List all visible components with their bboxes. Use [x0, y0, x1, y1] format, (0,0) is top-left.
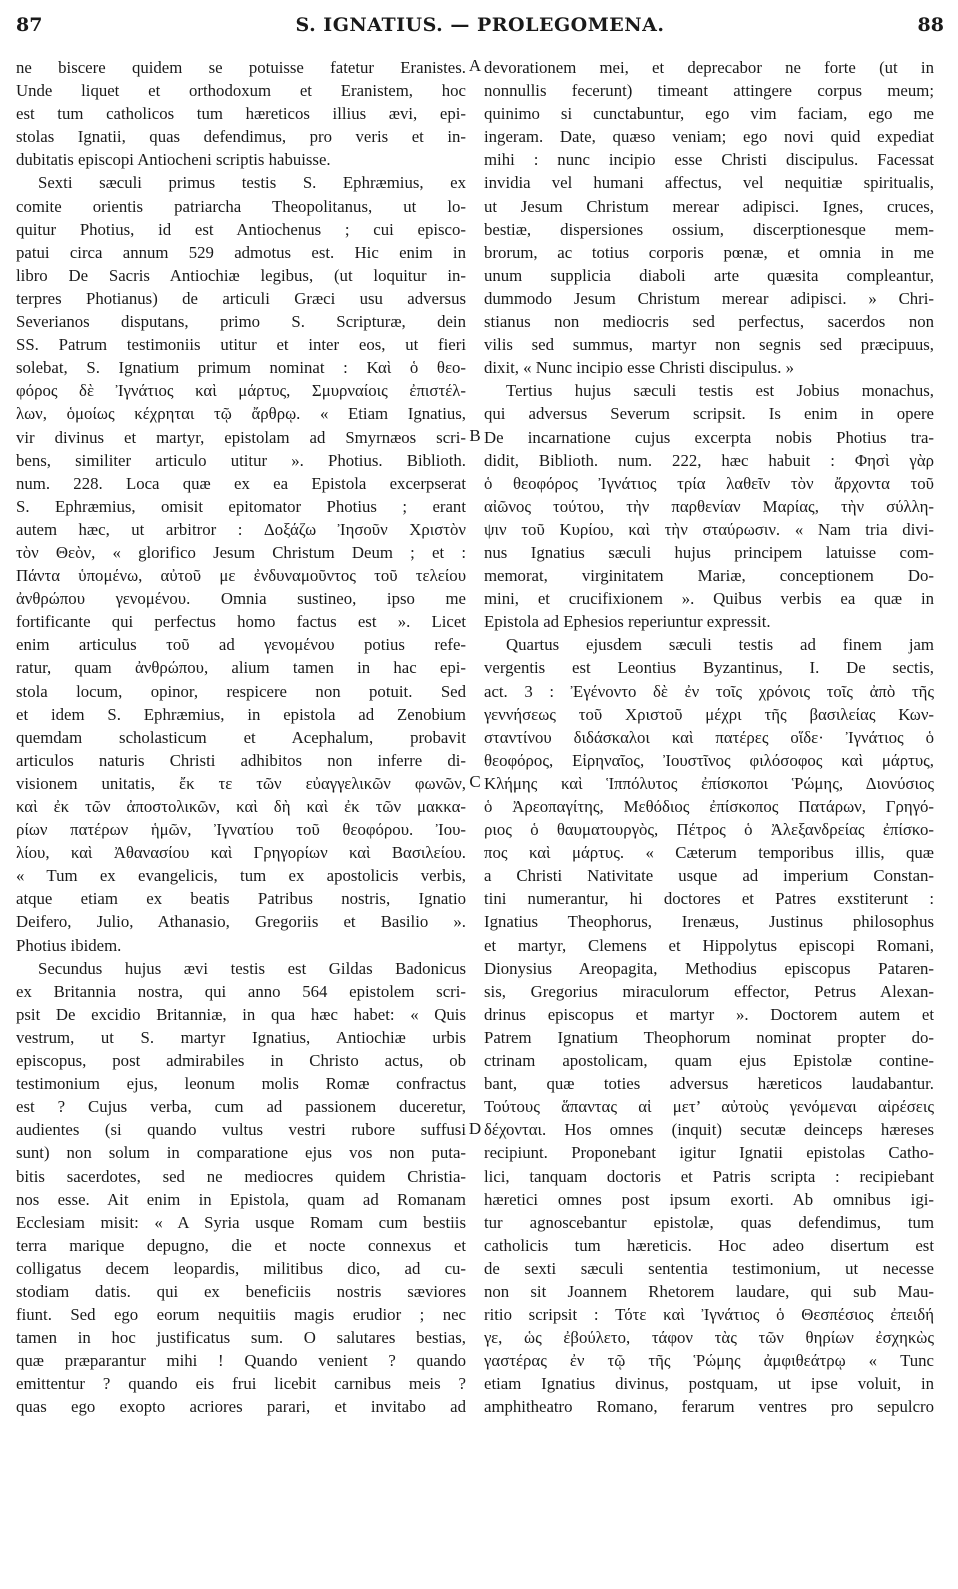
text-line: ὁ Ἀρεοπαγίτης, Μεθόδιος ἐπίσκοπος Πατάρων, Γρηγό- — [484, 797, 934, 816]
text-line: brorum, ac totius corporis pœnæ, et omnia in me — [484, 242, 934, 262]
text-line: qui adversus Severum scripsit. Is enim in opere — [484, 404, 934, 424]
text-line: terpres Photianus) de articuli Græci usu adversus — [16, 288, 466, 308]
text-line: De incarnatione cujus excerpta nobis Photius tra- — [484, 427, 934, 447]
text-line: Unde liquet et orthodoxum et Eranistem, hoc — [16, 81, 466, 101]
text-line: Tertius hujus sæculi testis est Jobius monachus, — [506, 381, 934, 401]
right-column — [484, 56, 934, 1419]
text-line: bitis sacerdotes, sed ne mediocres quidem Christia- — [16, 1166, 466, 1186]
text-line: invidia vel humani affectus, vel nequitiæ spiritualis, — [484, 173, 934, 193]
text-line: dixit, « Nunc incipio esse Christi discipulus. » — [484, 358, 794, 378]
text-line: libro De Sacris Antiochiæ legibus, (ut loquitur in- — [16, 265, 466, 285]
text-line: lici, tanquam doctoris et Patris scripta : recipiebant — [484, 1166, 934, 1186]
text-line: vestrum, ut S. martyr Ignatius, Antiochiæ urbis — [16, 1027, 466, 1047]
text-line: non sit Joannem Rhetorem laudare, qui sub Mau- — [484, 1281, 934, 1301]
text-line: vir divinus et martyr, epistolam ad Smyrnæos scri- — [16, 427, 466, 447]
text-line: ne biscere quidem se potuisse fatetur Eranistes. — [16, 58, 466, 77]
text-line: Dionysius Areopagita, Methodius episcopus Pataren- — [484, 958, 934, 978]
left-column — [16, 56, 466, 1419]
text-line: enim articulus τοῦ ad γενομένου potius refe- — [16, 635, 466, 655]
text-line: πος καὶ μάρτυς. « Cæterum temporibus illis, quæ — [484, 843, 934, 863]
text-line: recipiunt. Proponebant igitur Ignatii epistolas Catho- — [484, 1143, 934, 1163]
text-line: καὶ ἐκ τῶν ἀποστολικῶν, καὶ δὴ καὶ ἐκ τῶν μακκα- — [16, 797, 466, 816]
text-line: emittentur ? quando eis frui licebit carnibus meis ? — [16, 1374, 466, 1394]
text-line: θεοφόρος, Εἰρηναῖος, Ἰουστῖνος φιλόσοφος καὶ μάρτυς, — [484, 750, 934, 770]
text-line: ψιν τοῦ Κυρίου, καὶ τὴν σταύρωσιν. « Nam tria divi- — [484, 519, 934, 539]
text-line: Τούτους ἅπαντας αἱ μετ’ αὐτοὺς γενόμεναι αἱρέσεις — [484, 1097, 934, 1117]
text-line: αἰῶνος τούτου, τὴν παρθενίαν Μαρίας, τὴν σύλλη- — [484, 496, 934, 516]
text-line: et martyr, Clemens et Hippolytus episcopi Romani, — [484, 935, 934, 955]
text-line: λίου, καὶ Ἀθανασίου καὶ Γρηγορίων καὶ Βασιλείου. — [16, 843, 466, 863]
margin-letter-b: B — [469, 426, 481, 445]
text-line: solebat, S. Ignatium primum nominat : Καὶ ὁ θεο- — [16, 358, 466, 378]
text-line: memorat, virginitatem Mariæ, conceptionem Do- — [484, 566, 934, 586]
text-line: testimonium ejus, leonum molis Romæ confractus — [16, 1074, 466, 1094]
text-line: hæretici omnes post ipsum exorti. Ab omnibus igi- — [484, 1189, 934, 1209]
text-line: vilis sed summus, martyr non segnis sed præcipuus, — [484, 335, 934, 355]
text-line: Sexti sæculi primus testis S. Ephræmius, ex — [38, 173, 466, 193]
text-line: est ? Cujus verba, cum ad passionem duceretur, — [16, 1097, 466, 1117]
text-line: γε, ὡς ἐβούλετο, τάφον τὰς τῶν θηρίων ἐσχηκὼς — [484, 1328, 934, 1348]
text-line: sunt) non solum in comparatione ejus vos non puta- — [16, 1143, 466, 1163]
text-line: ex Britannia nostra, qui anno 564 epistolem scri- — [16, 981, 466, 1001]
text-line: δέχονται. Hos omnes (inquit) secutæ deinceps hæreses — [484, 1120, 934, 1140]
text-line: stodiam datis. qui ex beneficiis nostris sæviores — [16, 1281, 466, 1301]
text-line: nus Ignatius sæculi hujus principem latuisse com- — [484, 542, 934, 562]
running-header — [16, 14, 944, 44]
text-line: ctrinam apostolicam, quam ejus Epistolæ contine- — [484, 1051, 934, 1071]
text-line: mini, et crucifixionem ». Quibus verbis ea quæ in — [484, 589, 934, 609]
text-line: catholicis tum hæreticis. Hoc adeo disertum est — [484, 1235, 934, 1255]
text-line: sis, Gregorius miraculorum effector, Petrus Alexan- — [484, 981, 934, 1001]
text-line: bestiæ, dispersiones ossium, discerptionesque mem- — [484, 219, 934, 239]
text-line: Photius ibidem. — [16, 935, 122, 955]
text-line: bens, similiter articulo utitur ». Photius. Biblioth. — [16, 450, 466, 470]
running-title: S. IGNATIUS. — PROLEGOMENA. — [295, 14, 665, 36]
text-line: φόρος δὲ Ἰγνάτιος καὶ μάρτυς, Σμυρναίοις ἐπιστέλ- — [16, 381, 466, 401]
text-line: γεννήσεως τοῦ Χριστοῦ μέχρι τῆς βασιλείας Κων- — [484, 704, 934, 724]
text-line: S. Ephræmius, omisit epitomator Photius ; erant — [16, 496, 466, 516]
text-line: unum supplicia diaboli arte quæsita compleantur, — [484, 265, 934, 285]
text-line: devorationem mei, et deprecabor ne forte (ut in — [484, 58, 934, 77]
text-line: Deifero, Julio, Athanasio, Gregoriis et Basilio ». — [16, 912, 466, 932]
text-line: dummodo Jesum Christum merear adipisci. » Chri- — [484, 288, 934, 308]
margin-letter-a: A — [468, 56, 482, 75]
text-line: τὸν Θεὸν, « glorifico Jesum Christum Deum ; et : — [16, 542, 466, 562]
text-line: ut Jesum Christum merear adipisci. Ignes, cruces, — [484, 196, 934, 216]
text-line: ἀνθρώπου γενομένου. Omnia sustineo, ipso me — [16, 589, 466, 609]
text-line: Epistola ad Ephesios reperiuntur expressit. — [484, 612, 771, 632]
text-line: Severianos disputans, primo S. Scripturæ, dein — [16, 312, 466, 332]
text-line: quinimo si cunctabuntur, ego vim faciam, ego me — [484, 104, 934, 124]
text-line: autem hæc, ut arbitror : Δοξάζω Ἰησοῦν Χριστὸν — [16, 519, 466, 539]
text-line: psit De excidio Britanniæ, in qua hæc habet: « Quis — [16, 1004, 466, 1024]
text-line: Secundus hujus ævi testis est Gildas Badonicus — [38, 958, 466, 978]
text-line: amphitheatro Romano, ferarum ventres pro sepulcro — [484, 1397, 934, 1417]
text-line: stolas Ignatii, quas defendimus, pro veris et in- — [16, 127, 466, 147]
text-line: tamen in hoc justificatus sum. O salutares bestias, — [16, 1328, 466, 1348]
text-line: Ignatius Theophorus, Irenæus, Justinus philosophus — [484, 912, 934, 932]
text-line: quas ego exopto acriores parari, et invitabo ad — [16, 1397, 466, 1417]
text-line: didit, Biblioth. num. 222, hæc habuit : Φησὶ γὰρ — [484, 450, 934, 470]
text-line: comite orientis patriarcha Theopolitanus, ut lo- — [16, 196, 466, 216]
text-line: mihi : nunc incipio esse Christi discipulus. Facessat — [484, 150, 934, 170]
text-line: articulos naturis Christi adhibitos non inferre di- — [16, 750, 466, 770]
text-line: Πάντα ὑπομένω, αὐτοῦ με ἐνδυναμοῦντος τοῦ τελείου — [16, 566, 466, 586]
text-line: episcopus, post admirabiles in Christo actus, ob — [16, 1051, 466, 1071]
text-line: stola locum, opinor, respicere non potuit. Sed — [16, 681, 466, 701]
text-line: est tum catholicos tum hæreticos illius ævi, epi- — [16, 104, 466, 124]
text-line: act. 3 : Ἐγένοντο δὲ ἐν τοῖς χρόνοις τοῖς ἀπὸ τῆς — [484, 681, 934, 701]
text-line: γαστέρας ἐν τῷ τῆς Ῥώμης ἀμφιθεάτρῳ « Tunc — [484, 1351, 934, 1371]
text-line: de sexti sæculi sententia testimonium, ut necesse — [484, 1258, 934, 1278]
text-line: tur agnoscebantur epistolæ, quas defendimus, tum — [484, 1212, 934, 1232]
text-line: λων, ὁμοίως κέχρηται τῷ ἄρθρῳ. « Etiam Ignatius, — [16, 404, 466, 424]
text-line: et idem S. Ephræmius, in epistola ad Zenobium — [16, 704, 466, 724]
text-line: quitur Photius, id est Antiochenus ; cui episco- — [16, 219, 466, 239]
text-line: Quartus ejusdem sæculi testis ad finem jam — [506, 635, 934, 655]
text-line: patui circa annum 529 admotus est. Hic enim in — [16, 242, 466, 262]
page-number-left: 87 — [16, 14, 43, 36]
text-line: stianus non mediocris sed perfectus, sacerdos non — [484, 312, 934, 332]
text-line: a Christi Nativitate usque ad imperium Constan- — [484, 866, 934, 886]
text-line: nonnullis fecerunt) timeant attingere corpus meum; — [484, 81, 934, 101]
text-line: ingeram. Date, quæso veniam; ego novi quid expediat — [484, 127, 934, 147]
text-line: vergentis est Leontius Byzantinus, I. De sectis, — [484, 658, 934, 678]
text-line: ριος ὁ θαυματουργὸς, Πέτρος ὁ Ἀλεξανδρείας ἐπίσκο- — [484, 820, 934, 840]
text-line: ὁ θεοφόρος Ἰγνάτιος τρία λαθεῖν τὸν ἄρχοντα τοῦ — [484, 473, 934, 493]
text-line: tini numerantur, hi doctores et Patres exstiterunt : — [484, 889, 934, 909]
text-line: drinus episcopus et martyr ». Doctorem autem et — [484, 1004, 934, 1024]
margin-letter-c: C — [469, 772, 481, 791]
text-line: bant, quæ toties adversus hæreticos laudabantur. — [484, 1074, 934, 1094]
text-line: audientes (si quando vultus vestri rubore suffusi — [16, 1120, 466, 1140]
text-line: Κλήμης καὶ Ἱππόλυτος ἐπίσκοποι Ῥώμης, Διονύσιος — [484, 773, 934, 793]
text-line: ρίων πατέρων ἡμῶν, Ἰγνατίου τοῦ θεοφόρου. Ἰου- — [16, 820, 466, 840]
text-line: « Tum ex evangelicis, tum ex apostolicis verbis, — [16, 866, 466, 886]
text-line: Ecclesiam misit: « A Syria usque Romam cum bestiis — [16, 1212, 466, 1232]
text-line: terra marique depugno, die et nocte connexus et — [16, 1235, 466, 1255]
margin-letter-d: D — [468, 1119, 482, 1138]
text-line: ritio scripsit : Τότε καὶ Ἰγνάτιος ὁ Θεσπέσιος ἐπειδή — [484, 1305, 934, 1325]
text-line: SS. Patrum testimoniis utitur et inter eos, ut fieri — [16, 335, 466, 355]
page-number-right: 88 — [917, 14, 944, 36]
text-line: colligatus decem leopardis, militibus dico, ad cu- — [16, 1258, 466, 1278]
text-line: ratur, quam ἀνθρώπου, alium tamen in hac epi- — [16, 658, 466, 678]
text-line: quemdam scholasticum et Acephalum, probavit — [16, 727, 466, 747]
text-line: σταντίνου διδάσκαλοι καὶ πατέρες οἵδε· Ἰγνάτιος ὁ — [484, 727, 934, 747]
text-line: nos esse. Ait enim in Epistola, quam ad Romanam — [16, 1189, 466, 1209]
text-line: visionem unitatis, ἔκ τε τῶν εὐαγγελικῶν φωνῶν, — [16, 773, 466, 793]
text-line: etiam Ignatius divinus, postquam, ut ipse voluit, in — [484, 1374, 934, 1394]
text-line: atque etiam ex beatis Patribus nostris, Ignatio — [16, 889, 466, 909]
text-line: quæ præparantur mihi ! Quando venient ? quando — [16, 1351, 466, 1371]
text-line: fiunt. Sed ego eorum nequitiis magis erudior ; nec — [16, 1305, 466, 1325]
text-line: dubitatis episcopi Antiocheni scriptis habuisse. — [16, 150, 331, 170]
text-line: num. 228. Loca quæ ex ea Epistola excerpserat — [16, 473, 466, 493]
text-line: Patrem Ignatium Theophorum nominat propter do- — [484, 1027, 934, 1047]
text-line: fortificante qui perfectus homo factus est ». Licet — [16, 612, 466, 632]
